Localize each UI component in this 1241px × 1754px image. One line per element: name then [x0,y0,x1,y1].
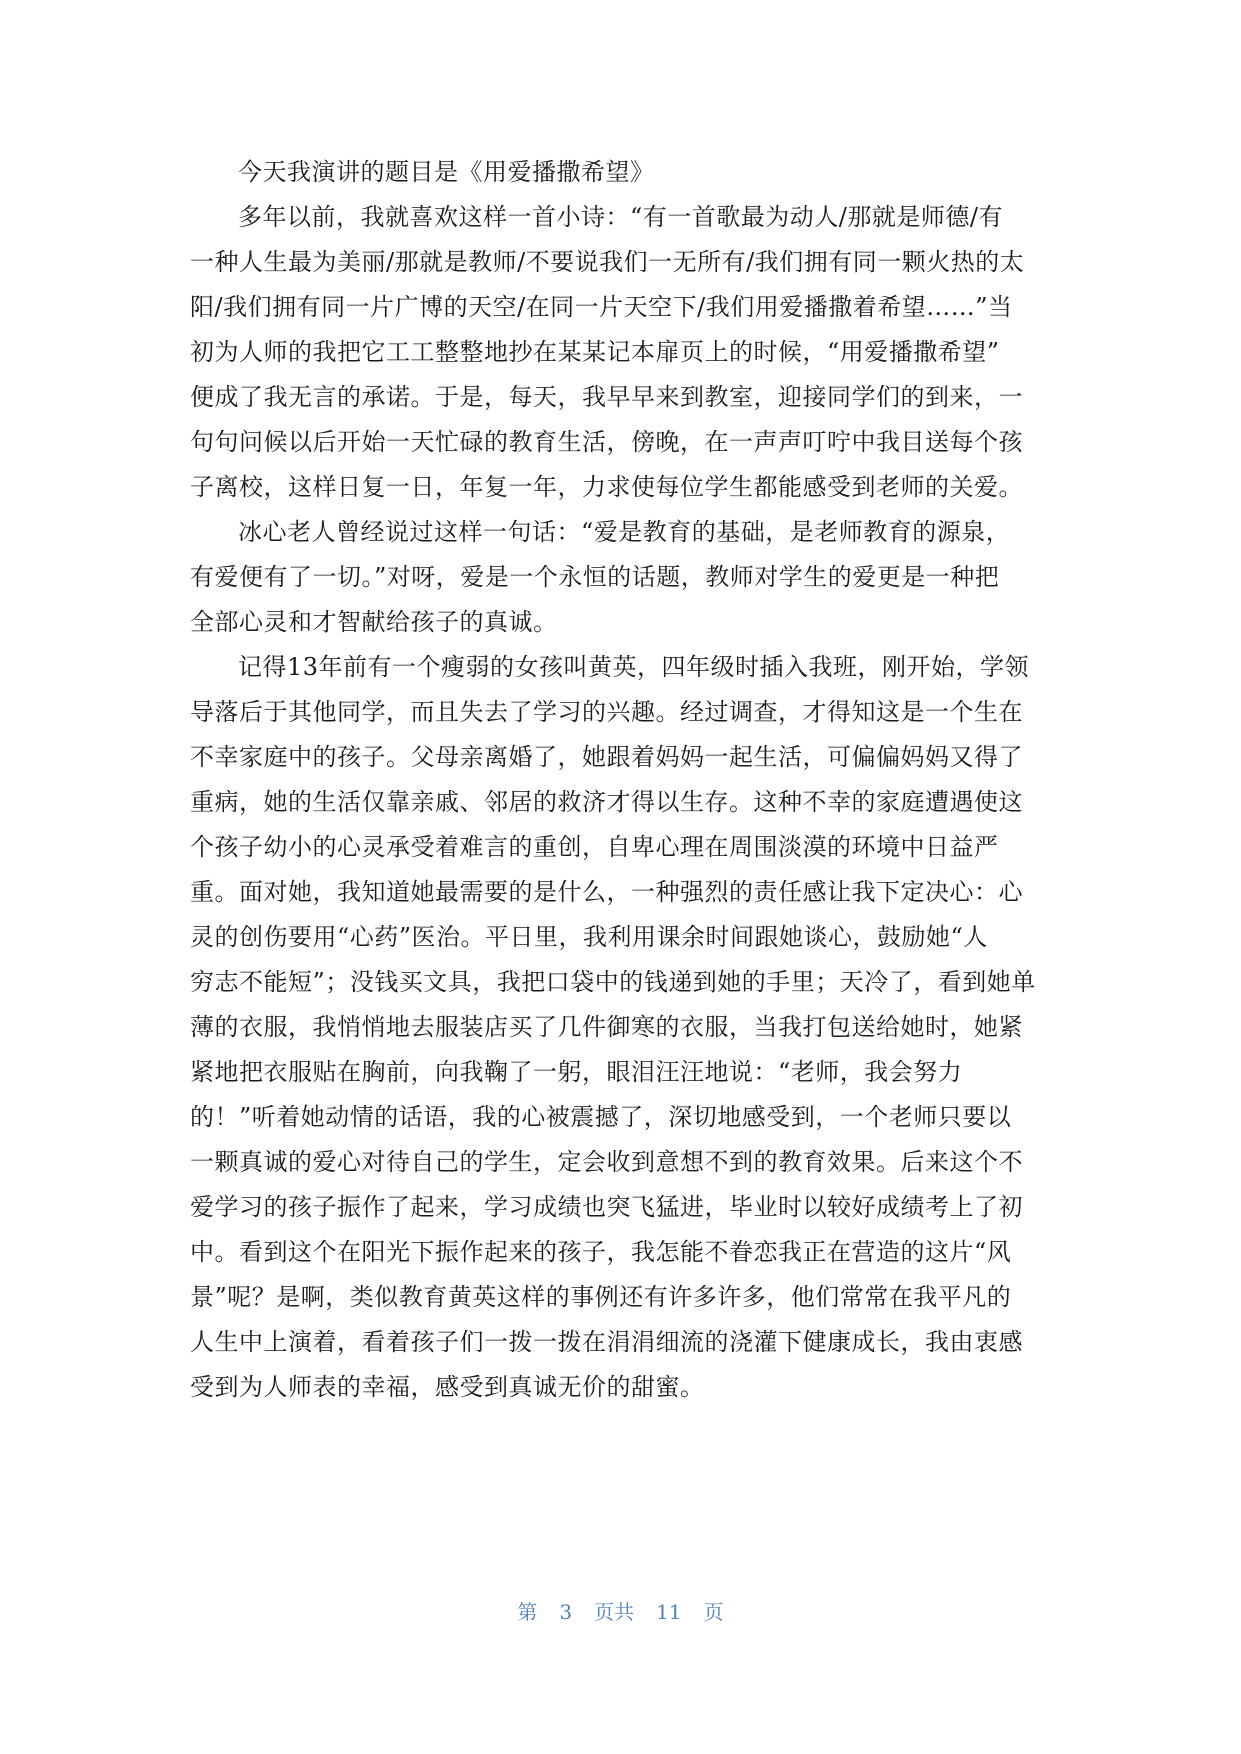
text-line: 有爱便有了一切。”对呀，爱是一个永恒的话题，教师对学生的爱更是一种把 [190,563,1000,591]
text-line: 景”呢？是啊，类似教育黄英这样的事例还有许多许多，他们常常在我平凡的 [190,1283,1012,1311]
text-line: 爱学习的孩子振作了起来，学习成绩也突飞猛进，毕业时以较好成绩考上了初 [190,1193,1023,1221]
text-line: 受到为人师表的幸福，感受到真诚无价的甜蜜。 [190,1373,705,1401]
text-line: 重。面对她，我知道她最需要的是什么，一种强烈的责任感让我下定决心：心 [190,878,1023,906]
text-line: 冰心老人曾经说过这样一句话：“爱是教育的基础，是老师教育的源泉， [238,518,1011,546]
text-line: 人生中上演着，看着孩子们一拨一拨在涓涓细流的浇灌下健康成长，我由衷感 [190,1328,1023,1356]
text-line: 全部心灵和才智献给孩子的真诚。 [190,608,558,636]
document-body [190,150,1055,1410]
footer-middle: 页共 [594,1600,635,1624]
text-line: 灵的创伤要用“心药”医治。平日里，我利用课余时间跟她谈心，鼓励她“人 [190,923,988,951]
text-line: 一颗真诚的爱心对待自己的学生，定会收到意想不到的教育效果。后来这个不 [190,1148,1023,1176]
page-footer [0,1596,1241,1625]
text-line: 薄的衣服，我悄悄地去服装店买了几件御寒的衣服，当我打包送给她时，她紧 [190,1013,1023,1041]
text-line: 子离校，这样日复一日，年复一年，力求使每位学生都能感受到老师的关爱。 [190,473,1023,501]
text-line: 中。看到这个在阳光下振作起来的孩子，我怎能不眷恋我正在营造的这片“风 [190,1238,1012,1266]
text-line: 个孩子幼小的心灵承受着难言的重创，自卑心理在周围淡漠的环境中日益严 [190,833,999,861]
text-line: 便成了我无言的承诺。于是，每天，我早早来到教室，迎接同学们的到来，一 [190,383,1023,411]
text-line: 的！”听着她动情的话语，我的心被震撼了，深切地感受到，一个老师只要以 [190,1103,1012,1131]
text-line: 一种人生最为美丽/那就是教师/不要说我们一无所有/我们拥有同一颗火热的太 [190,248,1025,276]
text-line: 今天我演讲的题目是《用爱播撒希望》 [238,158,655,186]
footer-suffix: 页 [703,1600,724,1624]
text-line: 重病，她的生活仅靠亲戚、邻居的救济才得以生存。这种不幸的家庭遭遇使这 [190,788,1023,816]
current-page-number: 3 [559,1600,573,1624]
text-line: 导落后于其他同学，而且失去了学习的兴趣。经过调查，才得知这是一个生在 [190,698,1023,726]
text-line: 不幸家庭中的孩子。父母亲离婚了，她跟着妈妈一起生活，可偏偏妈妈又得了 [190,743,1023,771]
footer-prefix: 第 [517,1600,538,1624]
total-pages-number: 11 [656,1600,682,1624]
text-line: 阳/我们拥有同一片广博的天空/在同一片天空下/我们用爱播撒着希望……”当 [190,293,1013,321]
text-line: 记得13年前有一个瘦弱的女孩叫黄英，四年级时插入我班，刚开始，学领 [238,653,1030,681]
text-line: 句句问候以后开始一天忙碌的教育生活，傍晚，在一声声叮咛中我目送每个孩 [190,428,1023,456]
text-line: 多年以前，我就喜欢这样一首小诗：“有一首歌最为动人/那就是师德/有 [238,203,1003,231]
text-line: 紧地把衣服贴在胸前，向我鞠了一躬，眼泪汪汪地说：“老师，我会努力 [190,1058,963,1086]
text-line: 初为人师的我把它工工整整地抄在某某记本扉页上的时候，“用爱播撒希望” [190,338,1000,366]
text-line: 穷志不能短”；没钱买文具，我把口袋中的钱递到她的手里；天冷了，看到她单 [190,968,1036,996]
